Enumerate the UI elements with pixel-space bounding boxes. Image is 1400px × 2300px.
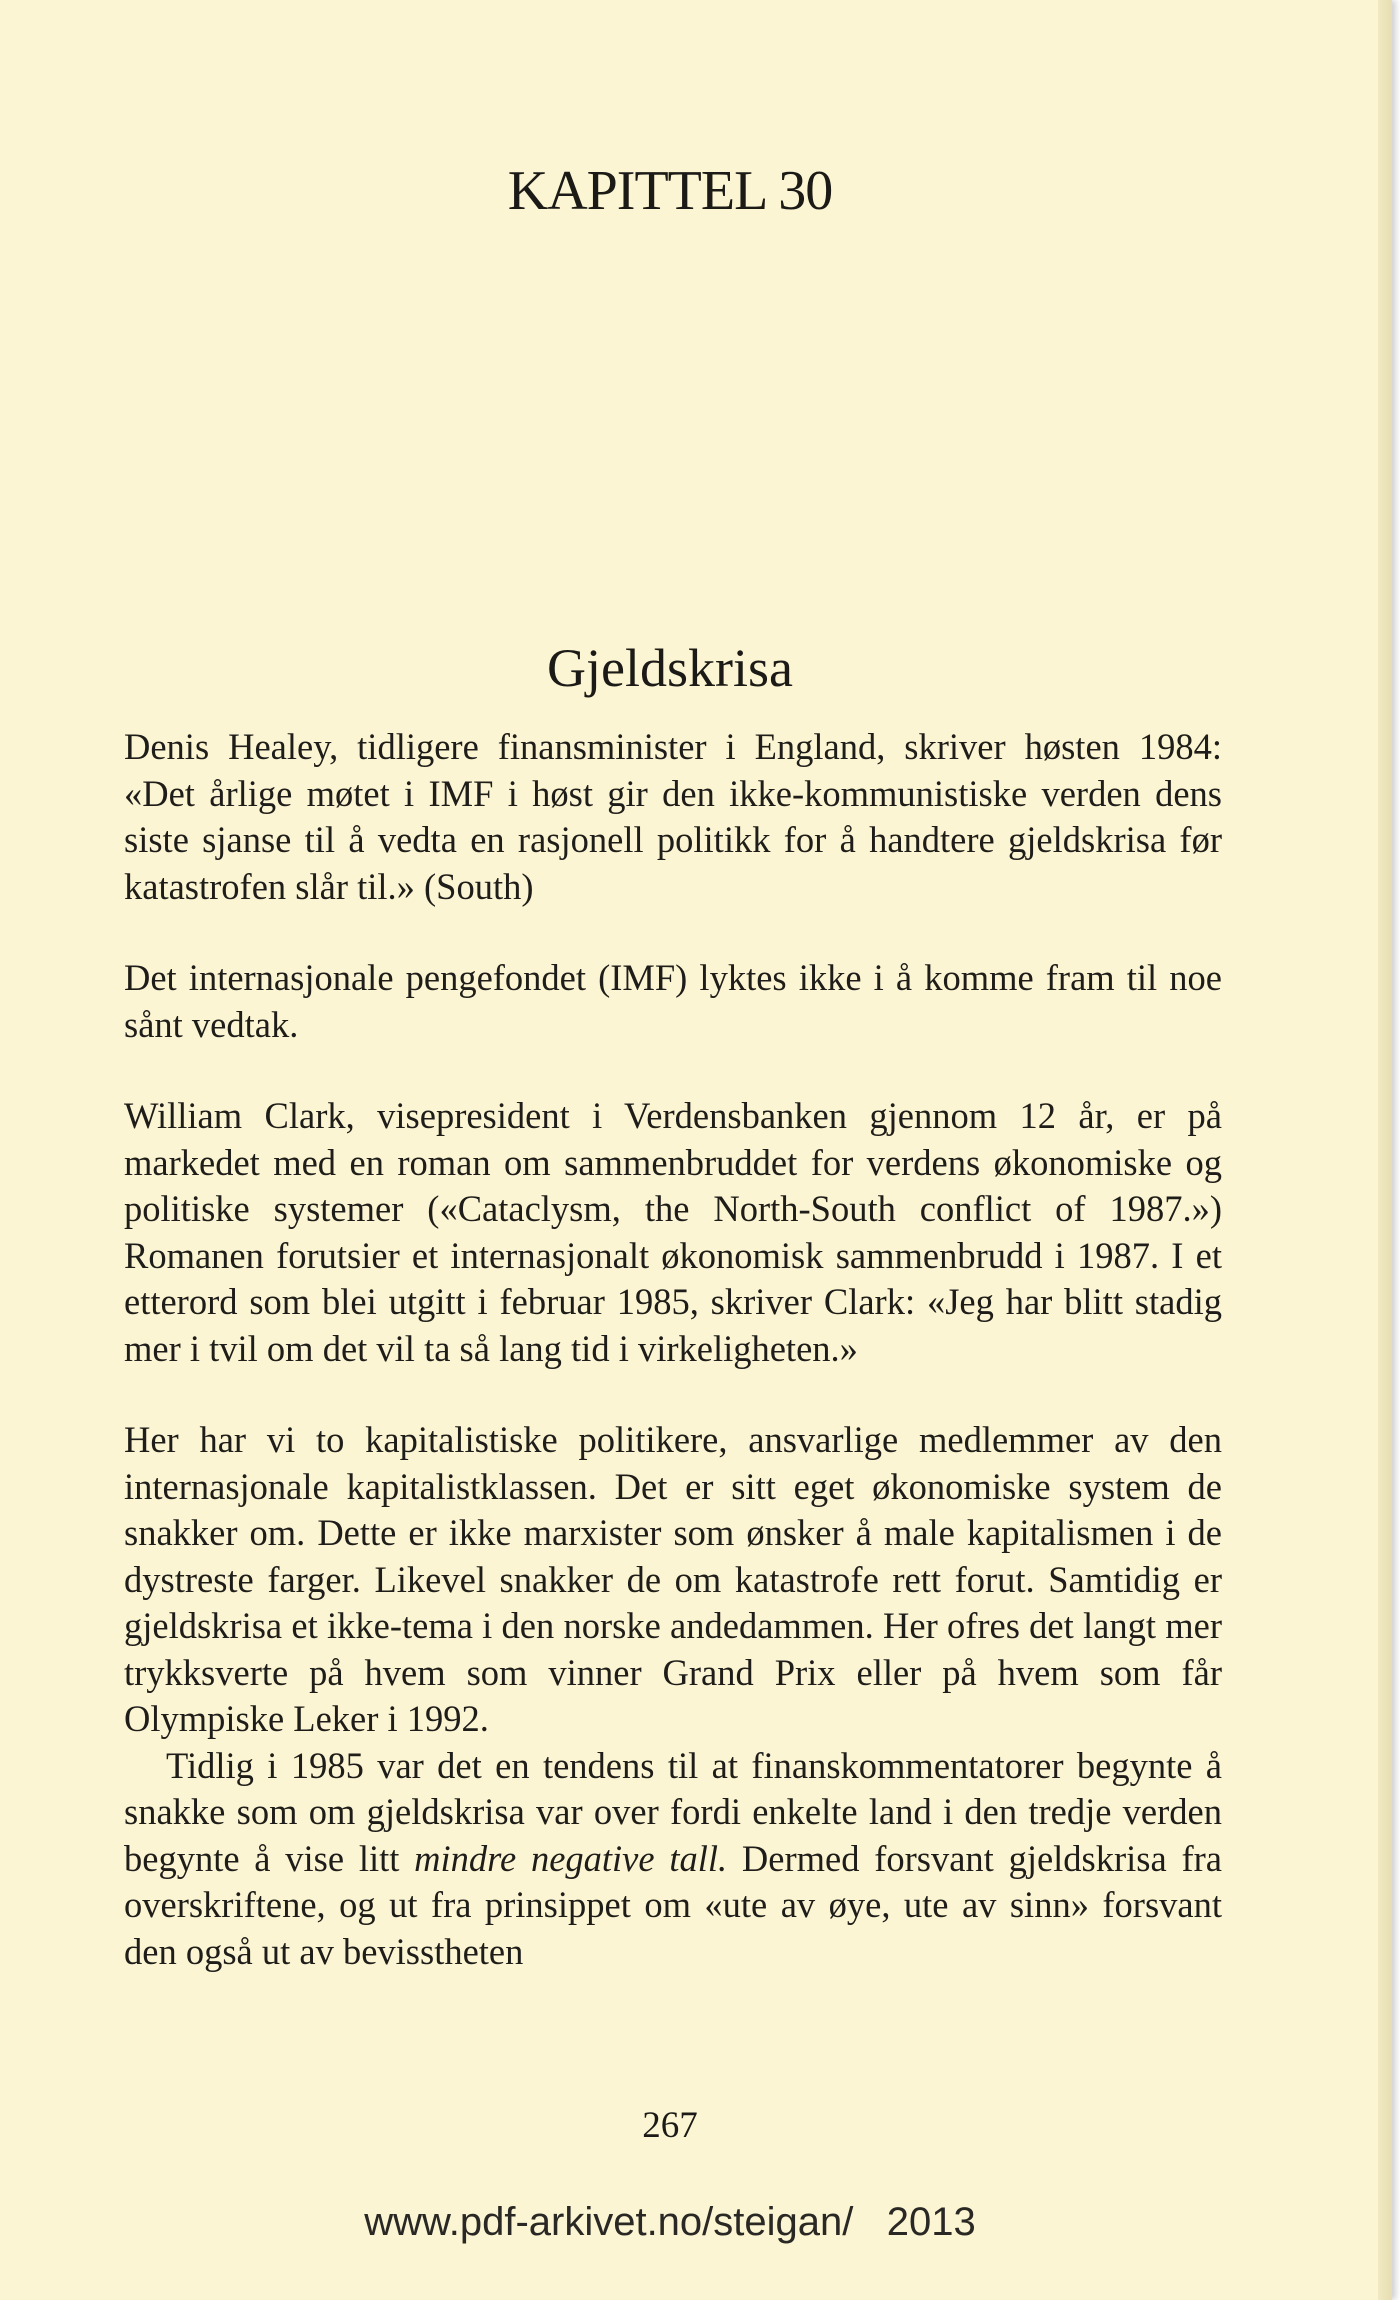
chapter-heading: KAPITTEL 30 xyxy=(507,160,833,222)
section-title: Gjeldskrisa xyxy=(547,638,793,698)
paragraph-text-after: Dermed forsvant gjeldskrisa fra overskriftene, og ut fra prinsippet om «ute av øye, ute av sinn» forsvant den også ut av bevisstheten xyxy=(124,1837,1222,1972)
paragraph-early-1985 xyxy=(124,1743,1222,1976)
watermark-url: www.pdf-arkivet.no/steigan/ xyxy=(364,2200,854,2244)
paragraph-politicians: Her har vi to kapitalistiske politikere, ansvarlige medlemmer av den internasjonale kapitalistklassen. Det er sitt eget økonomiske system de snakker om. Dette er ikke marxister som ønsker å male kapitalismen i de dystreste farger. Likevel snakker de om katastrofe rett forut. Samtidig er gjeldskrisa et ikke-tema i den norske andedammen. Her ofres det langt mer trykksverte på hvem som vinner Grand Prix eller på hvem som får Olympiske Leker i 1992. xyxy=(124,1419,1222,1739)
body-text xyxy=(124,724,1222,1975)
paragraph-imf: Det internasjonale pengefondet (IMF) lyktes ikke i å komme fram til noe sånt vedtak. xyxy=(124,957,1222,1045)
page-edge xyxy=(1378,0,1392,2300)
paragraph-healey: Denis Healey, tidligere finansminister i England, skriver høsten 1984: «Det årlige møtet i IMF i høst gir den ikke-kommunistiske verden dens siste sjanse til å vedta en rasjonell politikk for å handtere gjeldskrisa før katastrofen slår til.» (South) xyxy=(124,726,1222,907)
watermark xyxy=(0,2200,1340,2245)
page-number: 267 xyxy=(642,2105,698,2146)
emphasis-text: mindre negative tall. xyxy=(414,1837,728,1879)
watermark-year: 2013 xyxy=(886,2200,976,2244)
paragraph-clark: William Clark, visepresident i Verdensbanken gjennom 12 år, er på markedet med en roman om sammenbruddet for verdens økonomiske og politiske systemer («Cataclysm, the North-South conflict of 1987.») Romanen forutsier et internasjonalt økonomisk sammenbrudd i 1987. I et etterord som blei utgitt i februar 1985, skriver Clark: «Jeg har blitt stadig mer i tvil om det vil ta så lang tid i virkeligheten.» xyxy=(124,1095,1222,1369)
paragraph-text-before: Tidlig i 1985 var det en tendens til at finanskommentatorer begynte å snakke som om gjeldskrisa var over fordi enkelte land i den tredje verden begynte å vise litt xyxy=(124,1744,1222,1879)
